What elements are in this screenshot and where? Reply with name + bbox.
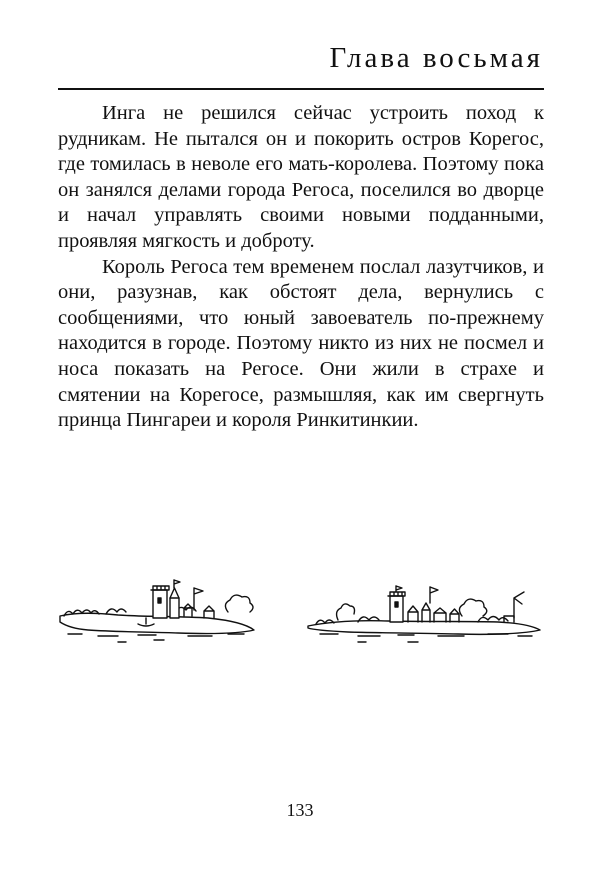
right-island-drawing xyxy=(308,586,540,642)
left-island-drawing xyxy=(60,580,254,642)
paragraph: Король Регоса тем временем послал лазутчиков, и они, разузнав, как обстоят дела, вернулись с сообщениями, что юный завоеватель по-прежнему находится в городе. Поэтому никто из них не посмел и носа показать на Регосе. Они жили в страхе и смятении на Корегосе, размышляя, как им свергнуть принца Пингареи и короля Ринкитинкии. xyxy=(58,255,544,432)
chapter-title: Глава восьмая xyxy=(329,42,543,74)
islands-illustration xyxy=(58,572,544,672)
page-number: 133 xyxy=(286,800,314,820)
body-text xyxy=(58,101,544,434)
title-divider xyxy=(58,88,544,90)
paragraph: Инга не решился сейчас устроить поход к рудникам. Не пытался он и покорить остров Корегос, где томилась в неволе его мать-королева. Поэтому пока он занялся делами города Регоса, поселился во дворце и начал управлять своими новыми подданными, проявляя мягкость и доброту. xyxy=(58,102,544,252)
